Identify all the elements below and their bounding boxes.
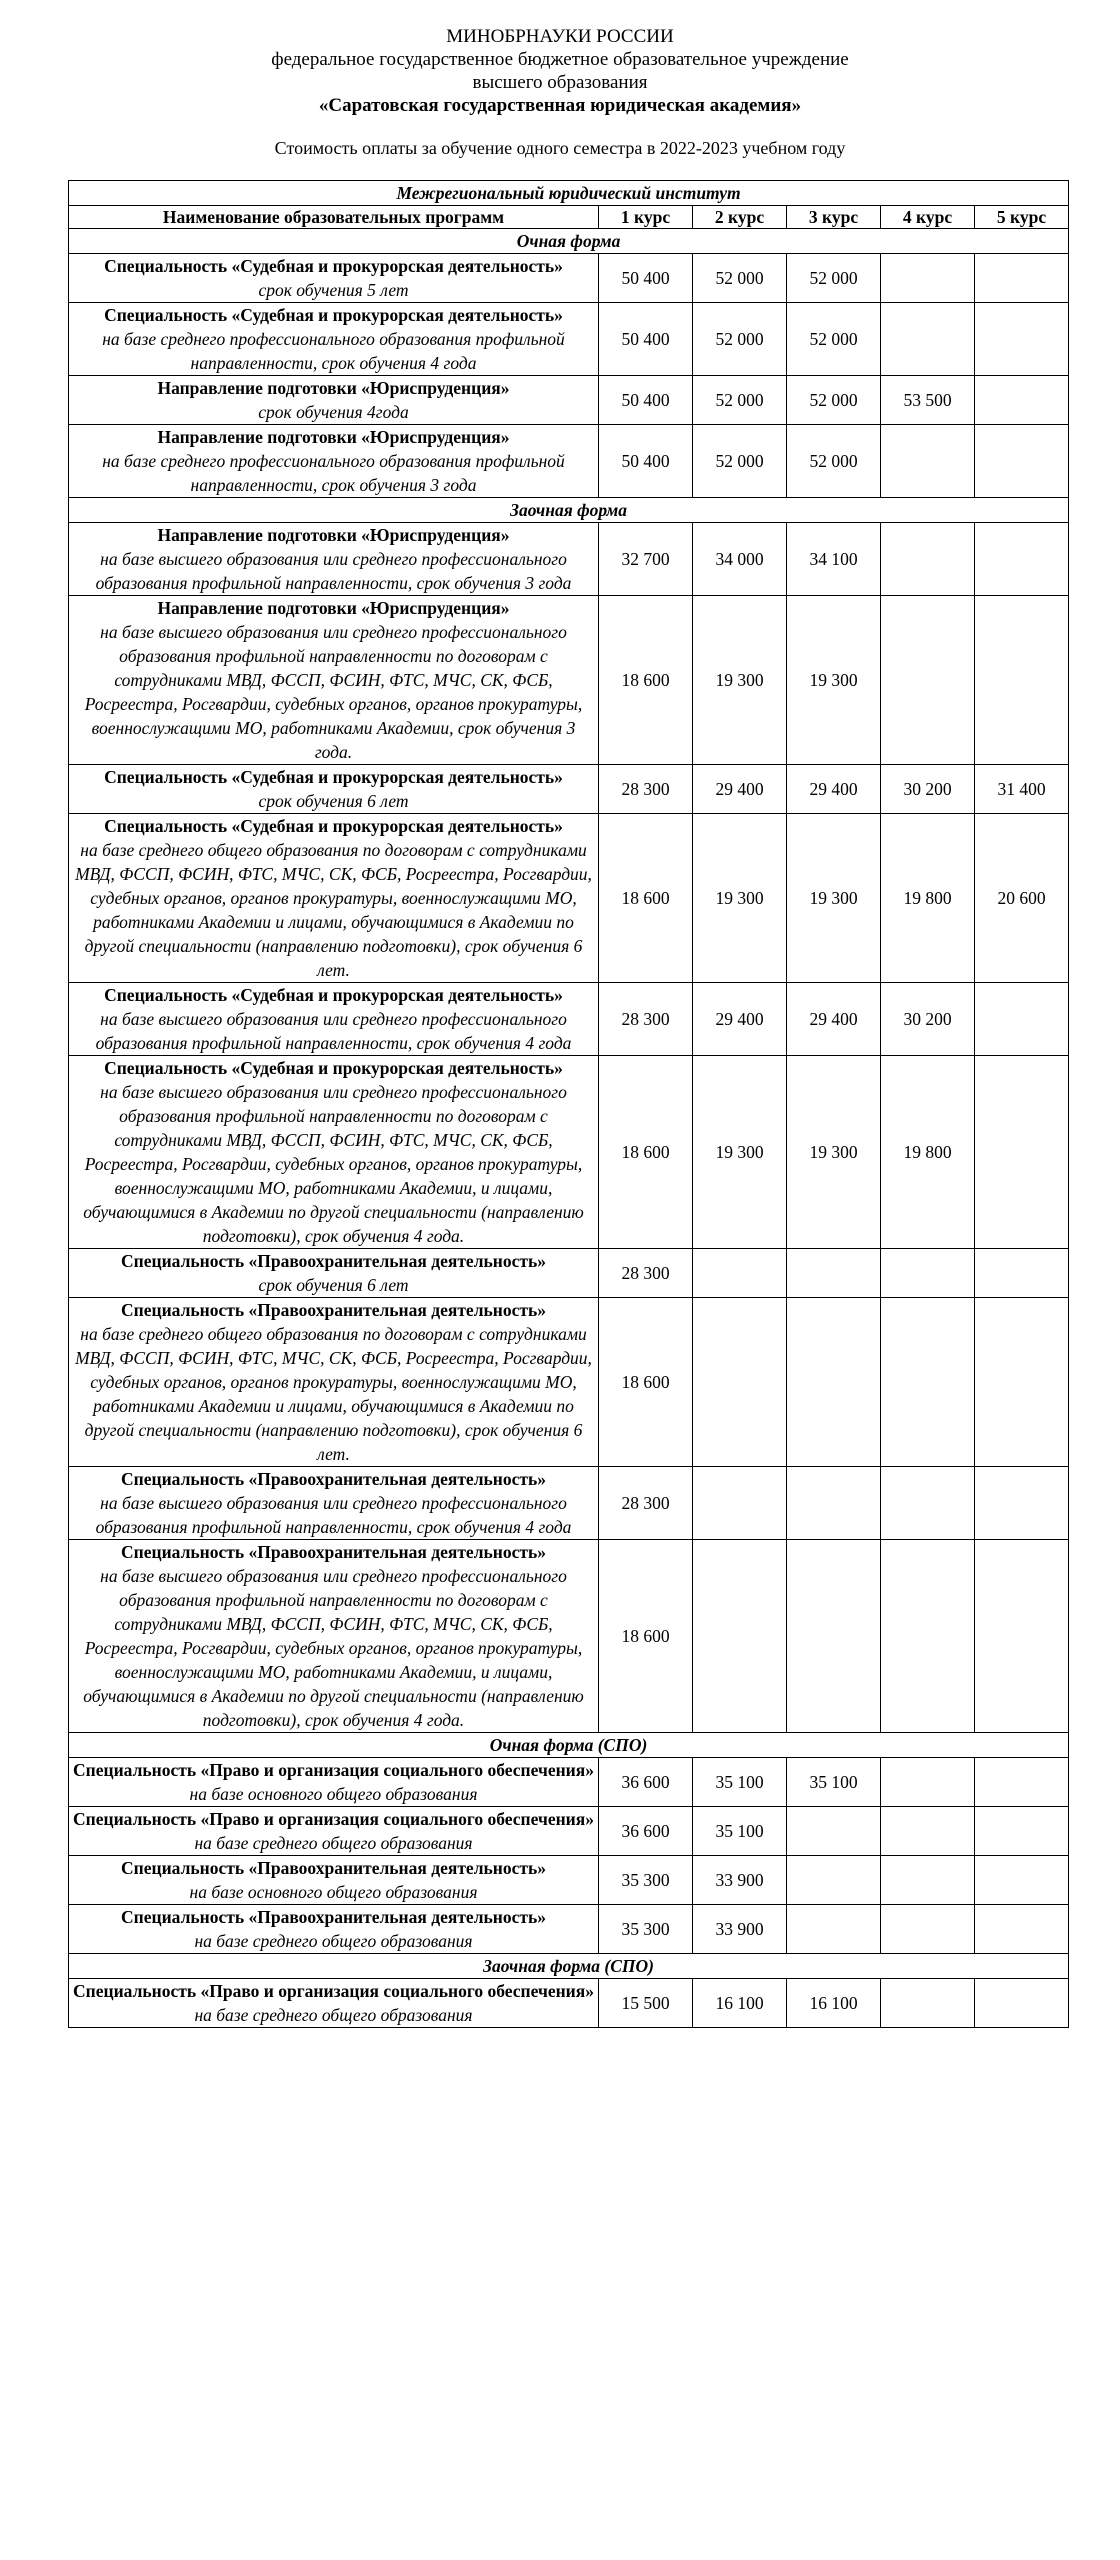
- price-cell-year-4: [881, 1807, 975, 1856]
- section-title: Очная форма (СПО): [69, 1733, 1069, 1758]
- program-cell: [69, 1298, 599, 1467]
- program-cell: [69, 1467, 599, 1540]
- price-cell-year-2: 52 000: [693, 376, 787, 425]
- price-cell-year-1: 18 600: [599, 814, 693, 983]
- table-row: [69, 1249, 1069, 1298]
- program-description: на базе среднего профессионального образования профильной направленности, срок обучения 3 года: [102, 451, 565, 495]
- price-cell-year-3: 29 400: [787, 983, 881, 1056]
- program-name: Специальность «Правоохранительная деятельность»: [121, 1907, 546, 1927]
- price-cell-year-5: [975, 1056, 1069, 1249]
- document-title: Стоимость оплаты за обучение одного семестра в 2022-2023 учебном году: [274, 138, 846, 158]
- price-cell-year-2: [693, 1467, 787, 1540]
- table-row: [69, 1056, 1069, 1249]
- program-description: на базе высшего образования или среднего профессионального образования профильной направленности по договорам с сотрудниками МВД, ФССП, ФСИН, ФТС, МЧС, СК, ФСБ, Росреестра, Росгвардии, судебных органов, органов прокуратуры, военнослужащими МО, работниками Академии, срок обучения 3 года.: [84, 622, 583, 762]
- table-row: [69, 254, 1069, 303]
- price-cell-year-4: [881, 1905, 975, 1954]
- program-cell: [69, 303, 599, 376]
- section-title: Очная форма: [69, 229, 1069, 254]
- column-header-program: Наименование образовательных программ: [69, 206, 599, 229]
- table-header-row: [69, 206, 1069, 229]
- price-cell-year-4: [881, 1467, 975, 1540]
- ministry-name: МИНОБРНАУКИ РОССИИ: [446, 26, 674, 47]
- price-cell-year-1: 28 300: [599, 983, 693, 1056]
- section-header-row: [69, 498, 1069, 523]
- price-cell-year-4: 30 200: [881, 765, 975, 814]
- price-cell-year-1: 50 400: [599, 254, 693, 303]
- price-cell-year-2: 19 300: [693, 814, 787, 983]
- price-cell-year-3: [787, 1905, 881, 1954]
- program-cell: [69, 1979, 599, 2028]
- price-cell-year-2: [693, 1540, 787, 1733]
- price-cell-year-2: 34 000: [693, 523, 787, 596]
- price-cell-year-5: [975, 983, 1069, 1056]
- price-cell-year-5: [975, 596, 1069, 765]
- section-title: Заочная форма (СПО): [69, 1954, 1069, 1979]
- table-row: [69, 765, 1069, 814]
- program-cell: [69, 596, 599, 765]
- program-name: Специальность «Судебная и прокурорская деятельность»: [104, 1058, 563, 1078]
- program-name: Специальность «Право и организация социального обеспечения»: [73, 1981, 594, 2001]
- price-cell-year-2: 29 400: [693, 983, 787, 1056]
- column-header-year-5: 5 курс: [975, 206, 1069, 229]
- program-description: на базе среднего общего образования: [194, 1931, 473, 1951]
- price-cell-year-3: [787, 1249, 881, 1298]
- column-header-year-3: 3 курс: [787, 206, 881, 229]
- price-cell-year-4: [881, 254, 975, 303]
- price-cell-year-5: [975, 1467, 1069, 1540]
- table-row: [69, 1758, 1069, 1807]
- program-cell: [69, 1905, 599, 1954]
- price-cell-year-5: 20 600: [975, 814, 1069, 983]
- price-cell-year-1: 35 300: [599, 1856, 693, 1905]
- program-name: Специальность «Судебная и прокурорская деятельность»: [104, 305, 563, 325]
- program-description: на базе высшего образования или среднего профессионального образования профильной направленности по договорам с сотрудниками МВД, ФССП, ФСИН, ФТС, МЧС, СК, ФСБ, Росреестра, Росгвардии, судебных органов, органов прокуратуры, военнослужащими МО, работниками Академии, и лицами, обучающимися в Академии по другой специальности (направлению подготовки), срок обучения 4 года.: [83, 1082, 584, 1246]
- price-cell-year-1: 32 700: [599, 523, 693, 596]
- program-name: Специальность «Судебная и прокурорская деятельность»: [104, 985, 563, 1005]
- price-cell-year-4: 19 800: [881, 814, 975, 983]
- program-description: срок обучения 5 лет: [258, 280, 409, 300]
- table-row: [69, 1856, 1069, 1905]
- program-description: на базе высшего образования или среднего профессионального образования профильной направленности, срок обучения 4 года: [95, 1009, 572, 1053]
- price-cell-year-3: 19 300: [787, 1056, 881, 1249]
- table-row: [69, 1807, 1069, 1856]
- program-cell: [69, 1249, 599, 1298]
- price-cell-year-2: 19 300: [693, 596, 787, 765]
- program-description: на базе высшего образования или среднего профессионального образования профильной направленности, срок обучения 4 года: [95, 1493, 572, 1537]
- price-cell-year-5: [975, 1298, 1069, 1467]
- table-row: [69, 303, 1069, 376]
- price-cell-year-5: [975, 425, 1069, 498]
- price-cell-year-1: 18 600: [599, 596, 693, 765]
- program-name: Направление подготовки «Юриспруденция»: [157, 598, 510, 618]
- price-cell-year-5: [975, 1979, 1069, 2028]
- program-description: на базе основного общего образования: [189, 1784, 478, 1804]
- price-cell-year-1: 15 500: [599, 1979, 693, 2028]
- table-row: [69, 523, 1069, 596]
- program-cell: [69, 254, 599, 303]
- price-cell-year-5: [975, 303, 1069, 376]
- table-row: [69, 1467, 1069, 1540]
- program-name: Специальность «Право и организация социального обеспечения»: [73, 1809, 594, 1829]
- price-cell-year-4: 53 500: [881, 376, 975, 425]
- section-title: Заочная форма: [69, 498, 1069, 523]
- program-description: на базе среднего общего образования по договорам с сотрудниками МВД, ФССП, ФСИН, ФТС, МЧС, СК, ФСБ, Росреестра, Росгвардии, судебных органов, органов прокуратуры, военнослужащими МО, работниками Академии и лицами, обучающимися в Академии по другой специальности (направлению подготовки), срок обучения 6 лет.: [75, 840, 592, 980]
- program-name: Специальность «Правоохранительная деятельность»: [121, 1300, 546, 1320]
- price-cell-year-3: 52 000: [787, 254, 881, 303]
- program-name: Специальность «Правоохранительная деятельность»: [121, 1469, 546, 1489]
- price-cell-year-2: 33 900: [693, 1905, 787, 1954]
- program-description: на базе среднего общего образования по договорам с сотрудниками МВД, ФССП, ФСИН, ФТС, МЧС, СК, ФСБ, Росреестра, Росгвардии, судебных органов, органов прокуратуры, военнослужащими МО, работниками Академии и лицами, обучающимися в Академии по другой специальности (направлению подготовки), срок обучения 6 лет.: [75, 1324, 592, 1464]
- program-name: Специальность «Судебная и прокурорская деятельность»: [104, 816, 563, 836]
- price-cell-year-4: [881, 523, 975, 596]
- price-cell-year-2: 52 000: [693, 425, 787, 498]
- price-cell-year-4: [881, 1979, 975, 2028]
- price-cell-year-1: 50 400: [599, 303, 693, 376]
- price-cell-year-4: [881, 1540, 975, 1733]
- program-name: Специальность «Правоохранительная деятельность»: [121, 1542, 546, 1562]
- program-cell: [69, 983, 599, 1056]
- price-cell-year-5: [975, 1856, 1069, 1905]
- program-name: Направление подготовки «Юриспруденция»: [157, 525, 510, 545]
- price-cell-year-2: 19 300: [693, 1056, 787, 1249]
- column-header-year-1: 1 курс: [599, 206, 693, 229]
- price-cell-year-1: 18 600: [599, 1540, 693, 1733]
- price-cell-year-3: 19 300: [787, 814, 881, 983]
- program-cell: [69, 1056, 599, 1249]
- program-name: Направление подготовки «Юриспруденция»: [157, 427, 510, 447]
- section-header-row: [69, 229, 1069, 254]
- price-cell-year-4: [881, 1249, 975, 1298]
- price-cell-year-2: 35 100: [693, 1758, 787, 1807]
- institute-name: Межрегиональный юридический институт: [69, 181, 1069, 206]
- program-cell: [69, 1807, 599, 1856]
- institution-type: федеральное государственное бюджетное образовательное учреждение: [271, 49, 849, 70]
- program-cell: [69, 523, 599, 596]
- price-cell-year-2: 52 000: [693, 303, 787, 376]
- table-row: [69, 596, 1069, 765]
- education-level: высшего образования: [472, 72, 648, 93]
- price-cell-year-5: 31 400: [975, 765, 1069, 814]
- price-cell-year-1: 18 600: [599, 1298, 693, 1467]
- price-cell-year-1: 28 300: [599, 1249, 693, 1298]
- price-cell-year-4: [881, 596, 975, 765]
- program-description: на базе основного общего образования: [189, 1882, 478, 1902]
- program-name: Направление подготовки «Юриспруденция»: [157, 378, 510, 398]
- academy-name: «Саратовская государственная юридическая академия»: [318, 95, 802, 116]
- price-cell-year-3: [787, 1298, 881, 1467]
- price-cell-year-3: [787, 1856, 881, 1905]
- column-header-year-2: 2 курс: [693, 206, 787, 229]
- price-cell-year-5: [975, 376, 1069, 425]
- section-header-row: [69, 1954, 1069, 1979]
- price-cell-year-1: 36 600: [599, 1758, 693, 1807]
- program-cell: [69, 1856, 599, 1905]
- section-header-row: [69, 1733, 1069, 1758]
- price-cell-year-2: [693, 1298, 787, 1467]
- price-cell-year-2: [693, 1249, 787, 1298]
- program-name: Специальность «Право и организация социального обеспечения»: [73, 1760, 594, 1780]
- price-cell-year-1: 35 300: [599, 1905, 693, 1954]
- program-cell: [69, 376, 599, 425]
- price-cell-year-4: [881, 425, 975, 498]
- program-name: Специальность «Судебная и прокурорская деятельность»: [104, 256, 563, 276]
- column-header-year-4: 4 курс: [881, 206, 975, 229]
- price-cell-year-4: [881, 1856, 975, 1905]
- table-row: [69, 1298, 1069, 1467]
- program-description: на базе среднего профессионального образования профильной направленности, срок обучения 4 года: [102, 329, 565, 373]
- program-cell: [69, 765, 599, 814]
- price-cell-year-5: [975, 1758, 1069, 1807]
- price-cell-year-3: 35 100: [787, 1758, 881, 1807]
- price-cell-year-3: [787, 1467, 881, 1540]
- price-cell-year-2: 52 000: [693, 254, 787, 303]
- price-cell-year-3: 16 100: [787, 1979, 881, 2028]
- price-cell-year-3: 52 000: [787, 303, 881, 376]
- price-cell-year-5: [975, 1905, 1069, 1954]
- program-description: на базе среднего общего образования: [194, 2005, 473, 2025]
- table-row: [69, 1540, 1069, 1733]
- price-cell-year-4: 19 800: [881, 1056, 975, 1249]
- program-cell: [69, 425, 599, 498]
- price-cell-year-3: 19 300: [787, 596, 881, 765]
- program-cell: [69, 1540, 599, 1733]
- tuition-table: [68, 180, 1069, 2028]
- price-cell-year-1: 18 600: [599, 1056, 693, 1249]
- program-name: Специальность «Правоохранительная деятельность»: [121, 1251, 546, 1271]
- price-cell-year-3: 52 000: [787, 425, 881, 498]
- table-row: [69, 1905, 1069, 1954]
- price-cell-year-2: 33 900: [693, 1856, 787, 1905]
- price-cell-year-4: [881, 1758, 975, 1807]
- document-header: [0, 0, 1120, 160]
- program-cell: [69, 1758, 599, 1807]
- price-cell-year-1: 50 400: [599, 425, 693, 498]
- program-description: срок обучения 6 лет: [258, 791, 409, 811]
- price-cell-year-1: 50 400: [599, 376, 693, 425]
- price-cell-year-2: 16 100: [693, 1979, 787, 2028]
- price-cell-year-2: 35 100: [693, 1807, 787, 1856]
- table-row: [69, 814, 1069, 983]
- price-cell-year-5: [975, 523, 1069, 596]
- price-cell-year-3: [787, 1540, 881, 1733]
- price-cell-year-5: [975, 1807, 1069, 1856]
- price-cell-year-5: [975, 1540, 1069, 1733]
- program-description: срок обучения 6 лет: [258, 1275, 409, 1295]
- program-cell: [69, 814, 599, 983]
- table-row: [69, 425, 1069, 498]
- program-description: на базе высшего образования или среднего профессионального образования профильной направленности, срок обучения 3 года: [95, 549, 572, 593]
- price-cell-year-1: 28 300: [599, 1467, 693, 1540]
- program-description: на базе среднего общего образования: [194, 1833, 473, 1853]
- table-row: [69, 983, 1069, 1056]
- program-description: на базе высшего образования или среднего профессионального образования профильной направленности по договорам с сотрудниками МВД, ФССП, ФСИН, ФТС, МЧС, СК, ФСБ, Росреестра, Росгвардии, судебных органов, органов прокуратуры, военнослужащими МО, работниками Академии, и лицами, обучающимися в Академии по другой специальности (направлению подготовки), срок обучения 4 года.: [83, 1566, 584, 1730]
- table-row: [69, 376, 1069, 425]
- price-cell-year-5: [975, 254, 1069, 303]
- price-cell-year-1: 36 600: [599, 1807, 693, 1856]
- price-cell-year-3: 34 100: [787, 523, 881, 596]
- program-name: Специальность «Судебная и прокурорская деятельность»: [104, 767, 563, 787]
- price-cell-year-4: [881, 1298, 975, 1467]
- price-cell-year-4: 30 200: [881, 983, 975, 1056]
- price-cell-year-5: [975, 1249, 1069, 1298]
- table-body: [69, 229, 1069, 2028]
- price-cell-year-3: [787, 1807, 881, 1856]
- table-row: [69, 1979, 1069, 2028]
- program-description: срок обучения 4года: [258, 402, 409, 422]
- program-name: Специальность «Правоохранительная деятельность»: [121, 1858, 546, 1878]
- price-cell-year-4: [881, 303, 975, 376]
- price-cell-year-3: 52 000: [787, 376, 881, 425]
- price-cell-year-2: 29 400: [693, 765, 787, 814]
- price-cell-year-3: 29 400: [787, 765, 881, 814]
- price-cell-year-1: 28 300: [599, 765, 693, 814]
